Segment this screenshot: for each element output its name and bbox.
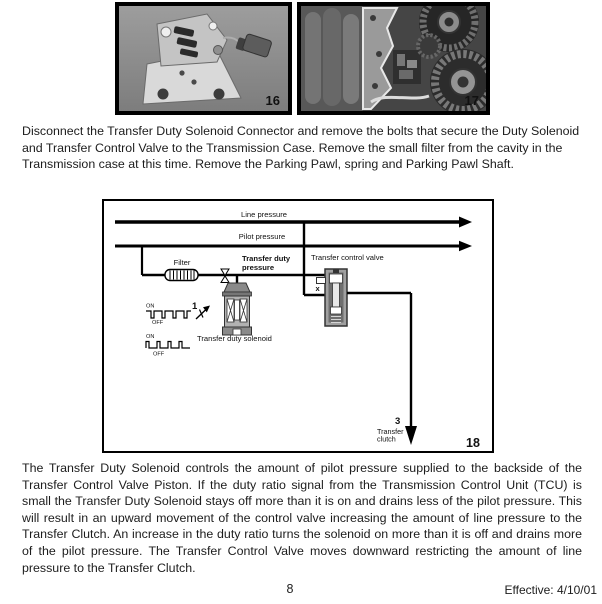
photo-figure-17 [297,2,490,115]
transfer-duty-pressure-label-2: pressure [242,263,275,272]
callout-1: 1 [192,301,198,312]
wave1-off-label: OFF [152,320,164,326]
instruction-paragraph: Disconnect the Transfer Duty Solenoid Connector and remove the bolts that secure the Duty Solenoid and Transfer Control Valve to the Transmission Case. Remove the small filter from the cavity in the Transmission case at this time. Remove the Parking Pawl, spring and Parking Pawl Shaft. [22,124,580,172]
transfer-duty-pressure-label-1: Transfer duty [242,254,291,263]
explanation-paragraph: The Transfer Duty Solenoid controls the amount of pilot pressure supplied to the backside of the Transfer Control Valve Piston. If the duty ratio signal from the Transmission Control Unit (TCU) is small the Transfer Duty Solenoid stays off more than it is on and drains less of the pilot pressure. This will result in an upward movement of the control valve increasing the amount of line pressure to the Transfer Clutch. An increase in the duty ratio turns the solenoid on more than it is off and drains more of the pilot pressure. The Transfer Control Valve moves downward restricting the amount of line pressure to the Transfer Clutch. [22,461,582,575]
transfer-duty-solenoid-label: Transfer duty solenoid [197,334,272,343]
diagram-border [103,200,493,452]
photo-17-image [301,6,486,111]
hydraulic-diagram-figure [102,199,494,453]
transfer-control-valve-label: Transfer control valve [311,253,384,262]
photo-figure-16 [115,2,292,115]
filter-symbol [165,270,198,281]
wave2-on-label: ON [146,334,155,340]
figure-number: 18 [466,436,480,450]
filter-label: Filter [173,258,191,267]
callout-3: 3 [395,416,401,427]
pilot-pressure-label: Pilot pressure [238,232,286,241]
transfer-clutch-label-1: Transfer [377,427,404,436]
photo-row [115,2,490,115]
wave2-off-label: OFF [153,351,165,358]
valve-port-x-label: x [315,284,320,293]
transfer-clutch-label-2: clutch [377,434,396,444]
photo-17-number: 17 [464,93,479,108]
wave1-on-label: ON [146,303,155,310]
photo-16-image [119,6,288,111]
effective-date: Effective: 4/10/01 [504,583,597,597]
line-pressure-label: Line pressure [240,210,288,219]
photo-16-number: 16 [265,93,280,108]
page-number: 8 [286,582,294,596]
